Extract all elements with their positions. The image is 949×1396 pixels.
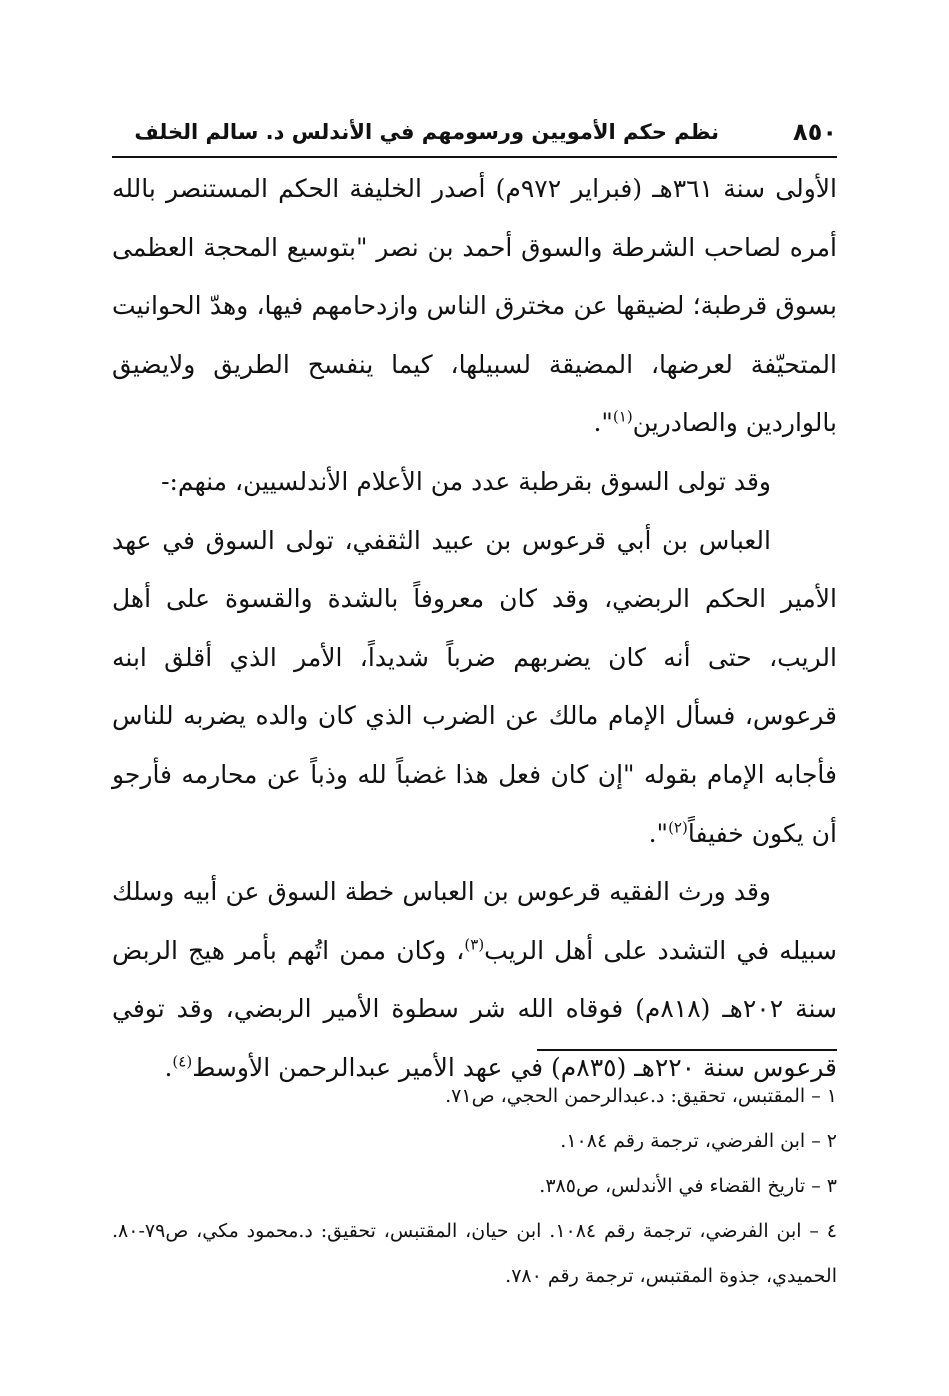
paragraph-3 (112, 512, 837, 864)
footnote-ref-3: (٣) (464, 935, 485, 954)
footnote-ref-4: (٤) (172, 1052, 193, 1071)
footnotes (112, 1074, 837, 1299)
paragraph-4-text-a: وقد ورث الفقيه قرعوس بن العباس خطة السوق عن أبيه وسلك سبيله في التشدد على أهل الريب (112, 877, 838, 965)
paragraph-4-end: . (164, 1052, 173, 1082)
paragraph-3-end: ". (648, 818, 669, 848)
running-title: نظم حكم الأمويين ورسومهم في الأندلس د. سالم الخلف (134, 120, 719, 144)
paragraph-4-text-b: ، وكان ممن اتُهم بأمر هيج الربض سنة ٢٠٢هـ (٨١٨م) فوقاه الله شر سطوة الأمير الربضي، وقد توفي قرعوس سنة ٢٢٠هـ (٨٣٥م) في عهد الأمير عبدالرحمن الأوسط (112, 935, 837, 1082)
footnote-3: ٣ – تاريخ القضاء في الأندلس، ص٣٨٥. (539, 1175, 837, 1197)
page-header (112, 112, 837, 158)
paragraph-1-end: ". (593, 408, 613, 438)
page-number: ٨٥٠ (793, 118, 837, 146)
paragraph-1-text: الأولى سنة ٣٦١هـ (فبراير ٩٧٢م) أصدر الخليفة الحكم المستنصر بالله أمره لصاحب الشرطة والسوق أحمد بن نصر "بتوسيع المحجة العظمى بسوق قرطبة؛ لضيقها عن مخترق الناس وازدحامهم فيها، وهدّ الحوانيت المتحيّفة لعرضها، المضيقة لسبيلها، كيما ينفسح الطريق ولايضيق بالواردين والصادرين (112, 174, 837, 438)
paragraph-3-text: العباس بن أبي قرعوس بن عبيد الثقفي، تولى السوق في عهد الأمير الحكم الربضي، وقد كان معروفاً بالشدة والقسوة على أهل الريب، حتى أنه كان يضربهم ضرباً شديداً، الأمر الذي أقلق ابنه قرعوس، فسأل الإمام مالك عن الضرب الذي كان والده يضربه للناس فأجابه الإمام بقوله "إن كان فعل هذا غضباً لله وذباً عن محارمه فأرجو أن يكون خفيفاً (112, 525, 837, 848)
paragraph-2: وقد تولى السوق بقرطبة عدد من الأعلام الأندلسيين، منهم:- (161, 466, 771, 496)
paragraph-1 (112, 160, 837, 453)
footnote-1: ١ – المقتبس، تحقيق: د.عبدالرحمن الحجي، ص٧١. (445, 1085, 837, 1107)
footnote-4: ٤ – ابن الفرضي، ترجمة رقم ١٠٨٤. ابن حيان، المقتبس، تحقيق: د.محمود مكي، ص٧٩-٨٠. الحميدي، جذوة المقتبس، ترجمة رقم ٧٨٠. (112, 1220, 837, 1287)
footnote-ref-1: (١) (612, 408, 633, 427)
body-text (112, 160, 837, 1098)
footnote-ref-2: (٢) (668, 818, 688, 837)
footnote-2: ٢ – ابن الفرضي، ترجمة رقم ١٠٨٤. (560, 1130, 837, 1152)
footnote-separator (537, 1049, 837, 1051)
paragraph-4 (112, 863, 837, 1097)
